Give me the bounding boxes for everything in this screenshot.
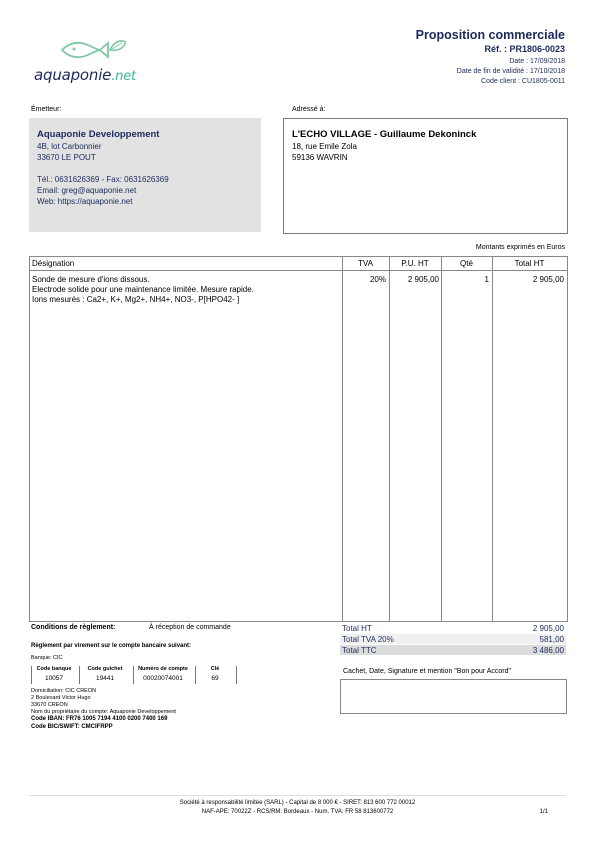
footer-divider	[29, 795, 566, 796]
fish-leaf-logo-icon	[56, 36, 126, 64]
bank-transfer-label: Règlement par virement sur le compte bancaire suivant:	[31, 643, 192, 649]
company-logo	[34, 36, 144, 88]
recipient-box	[283, 118, 568, 234]
bank-address-1: 2 Boulevard Victor Hugo	[31, 695, 91, 701]
table-row	[30, 275, 567, 311]
document-header	[305, 28, 565, 85]
total-ht-row	[340, 623, 566, 633]
payment-conditions-value: À réception de commande	[149, 624, 231, 631]
item-unit-price: 2 905,00	[407, 275, 439, 284]
col-header-unit-price: P.U. HT	[401, 259, 429, 268]
emitter-label: Émetteur:	[31, 106, 62, 113]
items-table	[29, 256, 568, 622]
client-code: Code client : CU1805-0011	[481, 78, 565, 85]
emitter-email: Email: greg@aquaponie.net	[37, 186, 137, 195]
item-description-line-2: Electrode solide pour une maintenance limitée. Mesure rapide.	[32, 285, 254, 294]
recipient-address-2: 59136 WAVRIN	[292, 153, 348, 162]
validity-date: Date de fin de validité : 17/10/2018	[456, 68, 565, 75]
bic-code: Code BIC/SWIFT: CMCIFRPP	[31, 724, 113, 730]
item-description-line-3: Ions mesurés : Ca2+, K+, Mg2+, NH4+, NO3-, P[HPO42- ]	[32, 295, 240, 304]
rib-key-header: Clé	[210, 666, 220, 672]
total-ttc-label: Total TTC	[342, 646, 377, 655]
bank-address-2: 33670 CREON	[31, 702, 68, 708]
item-tva: 20%	[369, 275, 386, 284]
total-tva-row	[340, 634, 566, 644]
footer-registration-info: NAF-APE: 70022Z - RCS/RM: Bordeaux - Num. TVA: FR 58 813600772	[201, 809, 394, 815]
payment-conditions-label: Conditions de règlement:	[31, 624, 116, 631]
item-quantity: 1	[484, 275, 489, 284]
emitter-address-2: 33670 LE POUT	[37, 153, 96, 162]
total-tva-value: 581,00	[539, 635, 564, 644]
emitter-phone: Tél.: 0631626369 - Fax: 0631626369	[37, 175, 169, 184]
account-owner: Nom du propriétaire du compte: Aquaponie Developpement	[31, 709, 176, 715]
item-description-line-1: Sonde de mesure d'ions dissous.	[32, 275, 150, 284]
col-header-tva: TVA	[358, 259, 373, 268]
col-header-total: Total HT	[514, 259, 545, 268]
recipient-address-1: 18, rue Emile Zola	[292, 142, 357, 151]
total-ht-label: Total HT	[342, 624, 372, 633]
iban-code: Code IBAN: FR76 1005 7194 4100 0200 7400 169	[31, 716, 168, 722]
total-tva-label: Total TVA 20%	[342, 635, 394, 644]
footer-company-info: Société à responsabilité limitée (SARL) - Capital de 8 000 € - SIRET: 813 600 772 00012	[179, 800, 416, 806]
emitter-name: Aquaponie Developpement	[37, 129, 160, 140]
col-header-quantity: Qté	[460, 259, 473, 268]
bank-details-table	[31, 664, 241, 686]
account-number-value: 00020074001	[143, 675, 183, 682]
totals-block	[340, 623, 566, 656]
col-header-designation: Désignation	[32, 259, 75, 268]
bank-code-value: 10057	[44, 675, 64, 682]
recipient-label: Adressé à:	[292, 106, 326, 113]
total-ht-value: 2 905,00	[532, 624, 564, 633]
branch-code-header: Code guichet	[87, 666, 123, 672]
total-ttc-row	[340, 645, 566, 655]
logo-tld-text: .net	[111, 69, 136, 84]
bank-domiciliation: Domiciliation: CIC CREON	[31, 688, 97, 694]
total-ttc-value: 3 486,00	[532, 646, 564, 655]
account-number-header: Numéro de compte	[138, 666, 188, 672]
bank-code-header: Code banque	[36, 666, 72, 672]
page-number: 1/1	[539, 809, 548, 815]
emitter-website: Web: https://aquaponie.net	[37, 197, 133, 206]
logo-brand-text: aquaponie	[34, 66, 112, 84]
item-total: 2 905,00	[532, 275, 564, 284]
recipient-name: L'ECHO VILLAGE - Guillaume Dekoninck	[292, 129, 477, 140]
document-date: Date : 17/09/2018	[509, 58, 565, 65]
document-reference: Réf. : PR1806-0023	[484, 44, 565, 54]
signature-box[interactable]	[340, 679, 567, 714]
currency-note: Montants exprimés en Euros	[475, 244, 565, 251]
signature-label: Cachet, Date, Signature et mention "Bon pour Accord"	[343, 668, 512, 675]
emitter-address-1: 4B, lot Carbonnier	[37, 142, 102, 151]
document-title: Proposition commerciale	[415, 28, 565, 42]
rib-key-value: 69	[211, 675, 219, 682]
branch-code-value: 19441	[95, 675, 115, 682]
emitter-box	[29, 118, 261, 232]
bank-name: Banque: CIC	[31, 655, 63, 661]
